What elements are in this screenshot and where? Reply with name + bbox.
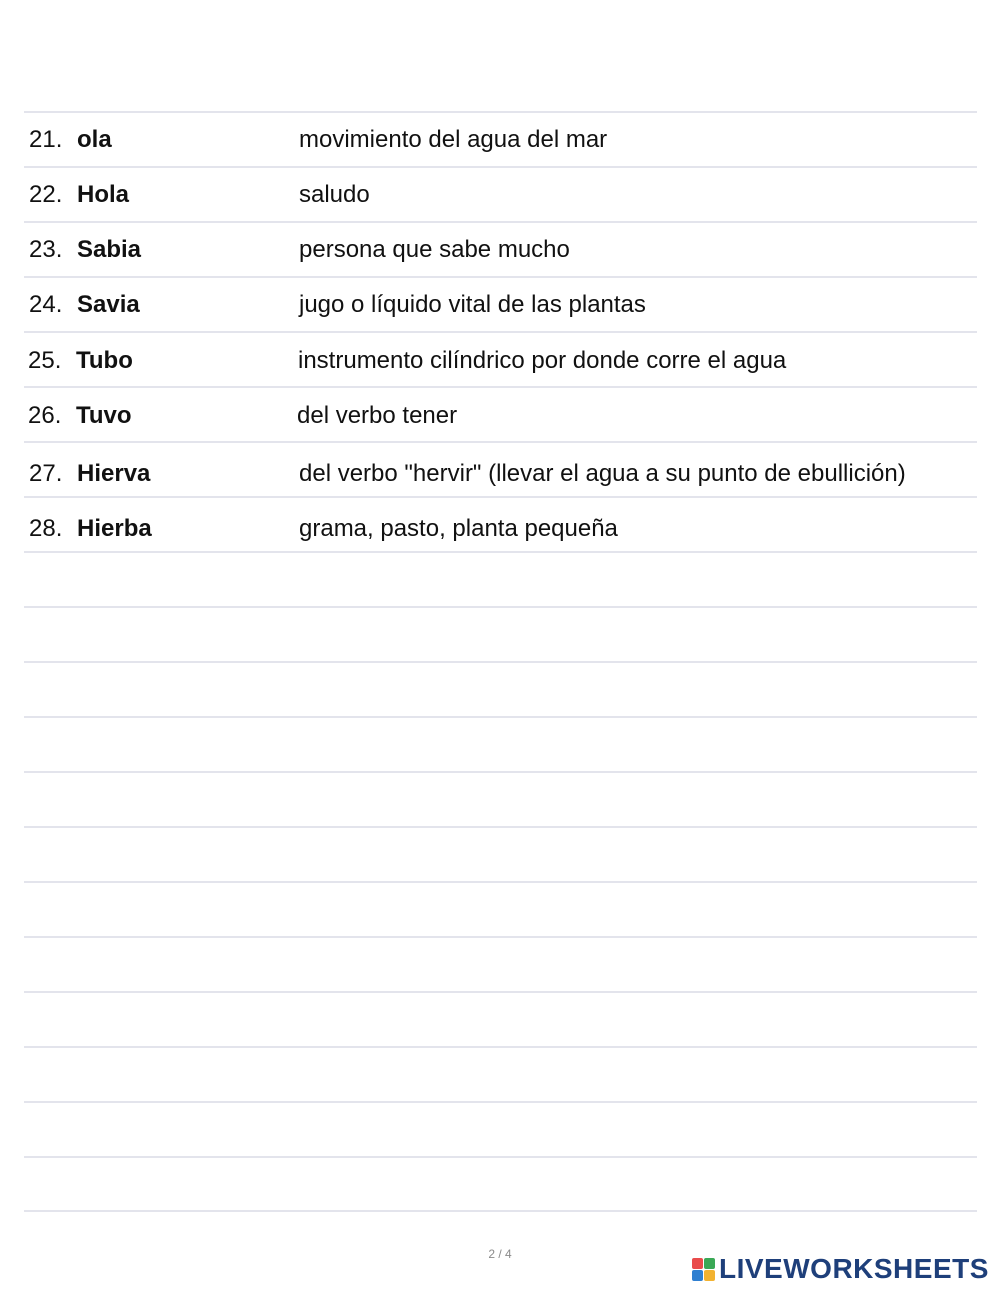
page-indicator: 2 / 4 xyxy=(488,1247,512,1261)
list-item xyxy=(0,222,1000,277)
item-word: ola xyxy=(77,126,112,153)
ruled-line xyxy=(24,771,977,773)
ruled-line xyxy=(24,606,977,608)
item-word: Hierba xyxy=(77,515,152,542)
item-word: Hola xyxy=(77,181,130,208)
list-item xyxy=(0,277,1000,332)
item-definition: del verbo "hervir" (llevar el agua a su punto de ebullición) xyxy=(299,460,906,487)
item-definition: movimiento del agua del mar xyxy=(299,126,608,153)
item-word: Tubo xyxy=(76,347,133,374)
list-item xyxy=(0,167,1000,222)
ruled-line xyxy=(24,936,977,938)
ruled-line xyxy=(24,1156,977,1158)
item-number: 25. xyxy=(28,347,62,374)
item-word: Tuvo xyxy=(76,402,132,429)
item-definition: instrumento cilíndrico por donde corre el agua xyxy=(298,347,787,374)
list-item xyxy=(0,333,1000,388)
ruled-line xyxy=(24,881,977,883)
item-number: 22. xyxy=(29,181,63,208)
ruled-line xyxy=(24,991,977,993)
item-definition: persona que sabe mucho xyxy=(299,236,570,263)
ruled-line xyxy=(24,826,977,828)
item-word: Savia xyxy=(77,291,140,318)
brand-name: LIVEWORKSHEETS xyxy=(719,1253,989,1284)
ruled-line xyxy=(24,661,977,663)
item-number: 26. xyxy=(28,402,62,429)
item-number: 28. xyxy=(29,515,63,542)
ruled-line xyxy=(24,716,977,718)
item-definition: saludo xyxy=(299,181,370,208)
list-item xyxy=(0,501,1000,556)
item-definition: grama, pasto, planta pequeña xyxy=(299,515,618,542)
item-word: Sabia xyxy=(77,236,142,263)
ruled-line xyxy=(24,1101,977,1103)
ruled-line xyxy=(24,1046,977,1048)
list-item xyxy=(0,112,1000,167)
item-definition: del verbo tener xyxy=(297,402,458,429)
liveworksheets-logo-icon xyxy=(692,1258,715,1281)
item-number: 21. xyxy=(29,126,63,153)
list-item xyxy=(0,388,1000,443)
item-definition: jugo o líquido vital de las plantas xyxy=(299,291,646,318)
item-word: Hierva xyxy=(77,460,151,487)
brand-logo xyxy=(692,1255,989,1283)
item-number: 24. xyxy=(29,291,63,318)
item-number: 23. xyxy=(29,236,63,263)
item-number: 27. xyxy=(29,460,63,487)
list-item xyxy=(0,446,1000,501)
ruled-line xyxy=(24,1210,977,1212)
